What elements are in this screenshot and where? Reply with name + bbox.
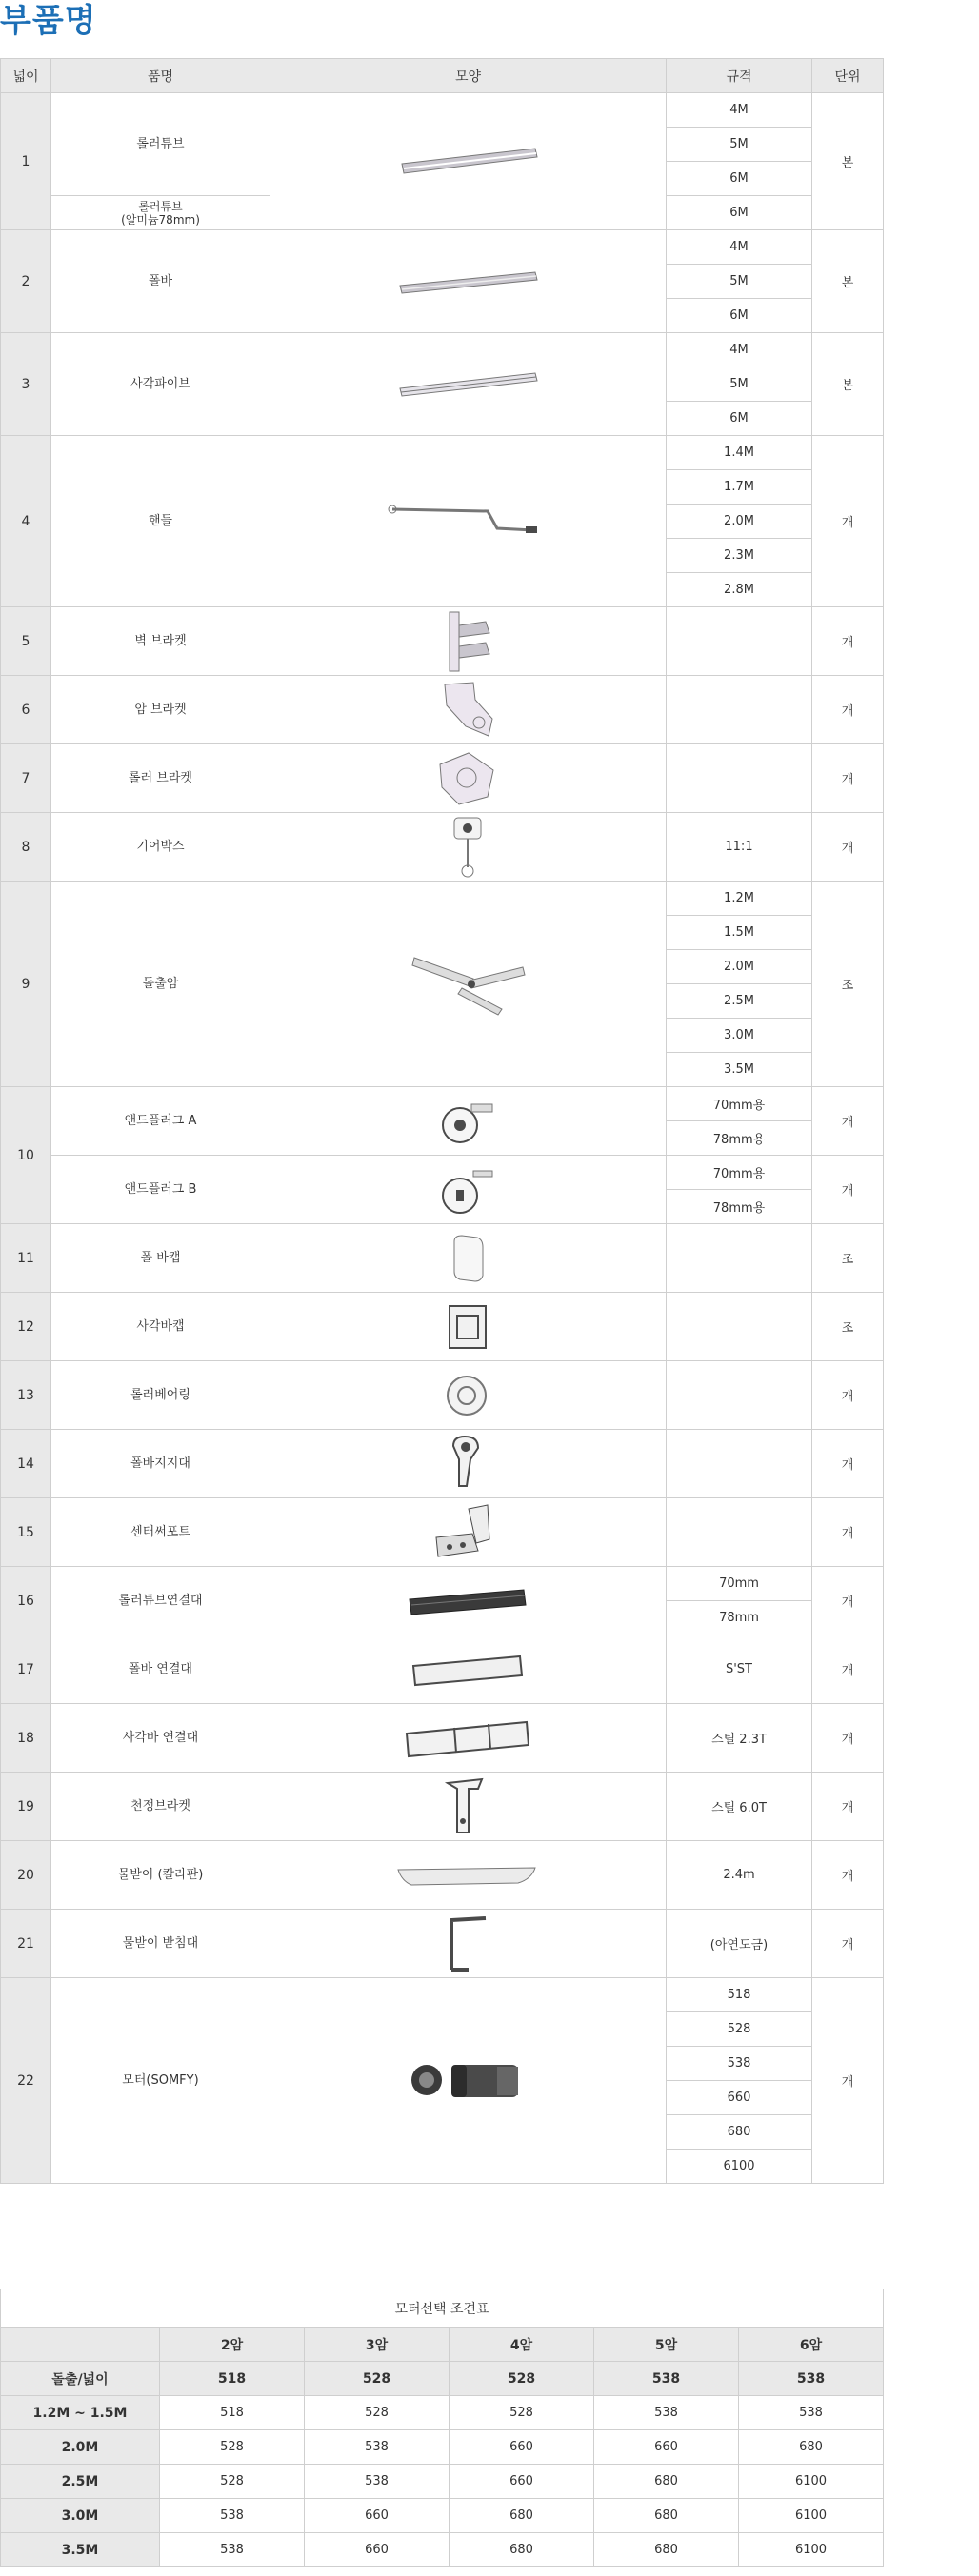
part-shape <box>270 1978 667 2184</box>
part-shape <box>270 230 667 333</box>
part-name: 천정브라켓 <box>51 1773 270 1841</box>
motor-row <box>1 2499 884 2533</box>
parts-row <box>1 436 884 470</box>
part-unit: 본 <box>812 333 884 436</box>
part-number: 20 <box>1 1841 51 1910</box>
motor-cell: 538 <box>739 2362 884 2396</box>
motor-row-label: 3.0M <box>1 2499 160 2533</box>
part-name: 롤러튜브 <box>51 93 270 196</box>
motor-row <box>1 2396 884 2430</box>
part-spec: 4M <box>667 333 812 367</box>
motor-column-header <box>1 2328 160 2362</box>
part-spec <box>667 1361 812 1430</box>
parts-row <box>1 813 884 882</box>
part-unit: 본 <box>812 230 884 333</box>
part-spec <box>667 744 812 813</box>
part-spec: 2.5M <box>667 984 812 1019</box>
part-spec <box>667 607 812 676</box>
part-unit: 개 <box>812 1910 884 1978</box>
square-bar-cap-icon <box>270 1298 666 1356</box>
part-spec <box>667 1430 812 1498</box>
motor-cell: 538 <box>305 2430 450 2465</box>
parts-row <box>1 1704 884 1773</box>
motor-cell: 518 <box>160 2396 305 2430</box>
part-number: 2 <box>1 230 51 333</box>
part-spec: 78mm용 <box>667 1121 812 1156</box>
part-spec: 518 <box>667 1978 812 2012</box>
parts-row <box>1 676 884 744</box>
part-unit: 본 <box>812 93 884 230</box>
motor-cell: 680 <box>594 2465 739 2499</box>
part-unit: 개 <box>812 1841 884 1910</box>
part-spec: 6M <box>667 162 812 196</box>
parts-row <box>1 607 884 676</box>
motor-cell: 538 <box>160 2499 305 2533</box>
part-number: 22 <box>1 1978 51 2184</box>
part-spec: 78mm <box>667 1601 812 1635</box>
rain-gutter-icon <box>270 1856 666 1894</box>
motor-cell: 660 <box>450 2430 594 2465</box>
part-name: 벽 브라켓 <box>51 607 270 676</box>
motor-row <box>1 2533 884 2567</box>
part-name: 앤드플러그 B <box>51 1156 270 1224</box>
roller-tube-connector-icon <box>270 1582 666 1620</box>
part-unit: 개 <box>812 1978 884 2184</box>
part-spec <box>667 1498 812 1567</box>
part-spec: 660 <box>667 2081 812 2115</box>
parts-row <box>1 1430 884 1498</box>
part-unit: 개 <box>812 676 884 744</box>
motor-column-header: 3암 <box>305 2328 450 2362</box>
part-shape <box>270 1841 667 1910</box>
part-unit: 개 <box>812 436 884 607</box>
part-unit: 조 <box>812 1224 884 1293</box>
projection-arm-icon <box>270 946 666 1022</box>
part-number: 11 <box>1 1224 51 1293</box>
motor-cell: 538 <box>305 2465 450 2499</box>
part-spec: 1.5M <box>667 916 812 950</box>
part-name: 물받이 (칼라판) <box>51 1841 270 1910</box>
part-spec: 4M <box>667 93 812 128</box>
pole-bar-support-icon <box>270 1431 666 1497</box>
motor-cell: 528 <box>450 2396 594 2430</box>
motor-cell: 680 <box>450 2533 594 2567</box>
parts-row <box>1 1841 884 1910</box>
part-name: 핸들 <box>51 436 270 607</box>
part-spec <box>667 1224 812 1293</box>
part-spec: 528 <box>667 2012 812 2047</box>
part-spec: 1.7M <box>667 470 812 505</box>
header-name: 품명 <box>51 59 270 93</box>
part-shape <box>270 1773 667 1841</box>
part-name-alt: 롤러튜브 (알미늄78mm) <box>51 196 270 230</box>
header-shape: 모양 <box>270 59 667 93</box>
part-spec: 2.8M <box>667 573 812 607</box>
part-shape <box>270 1567 667 1635</box>
part-shape <box>270 1087 667 1156</box>
part-name: 롤러튜브연결대 <box>51 1567 270 1635</box>
parts-row <box>1 230 884 265</box>
parts-row <box>1 1567 884 1601</box>
part-number: 7 <box>1 744 51 813</box>
part-unit: 개 <box>812 813 884 882</box>
part-name: 암 브라켓 <box>51 676 270 744</box>
motor-cell: 528 <box>450 2362 594 2396</box>
part-name: 모터(SOMFY) <box>51 1978 270 2184</box>
part-number: 8 <box>1 813 51 882</box>
part-name: 센터써포트 <box>51 1498 270 1567</box>
part-name: 돌출암 <box>51 882 270 1087</box>
motor-cell: 528 <box>160 2430 305 2465</box>
motor-subheader-row <box>1 2362 884 2396</box>
header-unit: 단위 <box>812 59 884 93</box>
parts-row <box>1 1087 884 1121</box>
part-unit: 개 <box>812 1498 884 1567</box>
motor-cell: 538 <box>160 2533 305 2567</box>
motor-cell: 660 <box>594 2430 739 2465</box>
motor-column-header: 5암 <box>594 2328 739 2362</box>
parts-row <box>1 1910 884 1978</box>
motor-cell: 538 <box>594 2362 739 2396</box>
part-number: 12 <box>1 1293 51 1361</box>
motor-cell: 680 <box>594 2499 739 2533</box>
part-shape <box>270 882 667 1087</box>
motor-cell: 518 <box>160 2362 305 2396</box>
part-spec: 4M <box>667 230 812 265</box>
motor-column-header: 6암 <box>739 2328 884 2362</box>
parts-row <box>1 1498 884 1567</box>
part-number: 3 <box>1 333 51 436</box>
part-spec: 6100 <box>667 2150 812 2184</box>
part-spec: 70mm용 <box>667 1087 812 1121</box>
motor-cell: 6100 <box>739 2465 884 2499</box>
part-shape <box>270 1910 667 1978</box>
part-number: 6 <box>1 676 51 744</box>
part-number: 21 <box>1 1910 51 1978</box>
motor-cell: 528 <box>305 2396 450 2430</box>
motor-row-label: 1.2M ~ 1.5M <box>1 2396 160 2430</box>
motor-cell: 660 <box>305 2499 450 2533</box>
part-number: 15 <box>1 1498 51 1567</box>
part-shape <box>270 607 667 676</box>
part-spec: 1.2M <box>667 882 812 916</box>
part-unit: 개 <box>812 1430 884 1498</box>
part-shape <box>270 744 667 813</box>
part-unit: 개 <box>812 1635 884 1704</box>
parts-row <box>1 1156 884 1190</box>
part-name: 앤드플러그 A <box>51 1087 270 1156</box>
parts-row <box>1 1773 884 1841</box>
part-spec: 2.3M <box>667 539 812 573</box>
motor-cell: 680 <box>450 2499 594 2533</box>
part-spec: 스틸 6.0T <box>667 1773 812 1841</box>
motor-cell: 538 <box>594 2396 739 2430</box>
part-shape <box>270 1224 667 1293</box>
part-number: 14 <box>1 1430 51 1498</box>
part-spec: S'ST <box>667 1635 812 1704</box>
ceiling-bracket-icon <box>270 1773 666 1840</box>
part-number: 5 <box>1 607 51 676</box>
part-name: 폴 바캡 <box>51 1224 270 1293</box>
page-title: 부품명 <box>0 2 97 40</box>
part-spec: 3.5M <box>667 1053 812 1087</box>
part-number: 16 <box>1 1567 51 1635</box>
motor-cell: 6100 <box>739 2499 884 2533</box>
part-unit: 조 <box>812 882 884 1087</box>
arm-bracket-icon <box>270 677 666 743</box>
part-shape <box>270 93 667 230</box>
part-shape <box>270 1361 667 1430</box>
part-name: 폴바 연결대 <box>51 1635 270 1704</box>
part-number: 9 <box>1 882 51 1087</box>
motor-table-title: 모터선택 조견표 <box>1 2289 884 2328</box>
part-number: 19 <box>1 1773 51 1841</box>
parts-row <box>1 1361 884 1430</box>
motor-cell: 6100 <box>739 2533 884 2567</box>
part-name: 물받이 받침대 <box>51 1910 270 1978</box>
part-unit: 개 <box>812 1156 884 1224</box>
part-shape <box>270 1498 667 1567</box>
part-shape <box>270 333 667 436</box>
square-pipe-icon <box>270 366 666 404</box>
parts-row <box>1 1293 884 1361</box>
pole-bar-icon <box>270 263 666 301</box>
motor-cell: 528 <box>305 2362 450 2396</box>
pole-bar-connector-icon <box>270 1649 666 1691</box>
pole-bar-cap-icon <box>270 1230 666 1287</box>
part-number: 18 <box>1 1704 51 1773</box>
motor-cell: 538 <box>739 2396 884 2430</box>
part-spec: 538 <box>667 2047 812 2081</box>
motor-row-label: 2.5M <box>1 2465 160 2499</box>
parts-table <box>0 58 884 2184</box>
part-unit: 조 <box>812 1293 884 1361</box>
part-name: 사각파이브 <box>51 333 270 436</box>
end-plug-b-icon <box>270 1161 666 1219</box>
part-unit: 개 <box>812 744 884 813</box>
parts-row <box>1 1224 884 1293</box>
motor-row-label: 2.0M <box>1 2430 160 2465</box>
part-unit: 개 <box>812 607 884 676</box>
parts-row <box>1 1978 884 2012</box>
part-spec: 11:1 <box>667 813 812 882</box>
motor-cell: 680 <box>739 2430 884 2465</box>
header-spec: 규격 <box>667 59 812 93</box>
roller-bearing-icon <box>270 1367 666 1424</box>
part-spec <box>667 676 812 744</box>
part-spec: 5M <box>667 265 812 299</box>
part-spec: 6M <box>667 402 812 436</box>
parts-row <box>1 93 884 128</box>
part-unit: 개 <box>812 1361 884 1430</box>
part-spec: 6M <box>667 299 812 333</box>
part-name: 사각바캡 <box>51 1293 270 1361</box>
part-spec: 5M <box>667 128 812 162</box>
part-unit: 개 <box>812 1087 884 1156</box>
end-plug-a-icon <box>270 1093 666 1150</box>
motor-row <box>1 2430 884 2465</box>
part-number: 10 <box>1 1087 51 1224</box>
part-spec: 2.4m <box>667 1841 812 1910</box>
part-shape <box>270 1704 667 1773</box>
part-name: 사각바 연결대 <box>51 1704 270 1773</box>
motor-header-row <box>1 2328 884 2362</box>
roller-bracket-icon <box>270 745 666 812</box>
part-shape <box>270 1430 667 1498</box>
part-name: 롤러 브라켓 <box>51 744 270 813</box>
part-name: 롤러베어링 <box>51 1361 270 1430</box>
part-name: 폴바지지대 <box>51 1430 270 1498</box>
part-spec: (아연도금) <box>667 1910 812 1978</box>
motor-row-label: 돌출/넓이 <box>1 2362 160 2396</box>
motor-row-label: 3.5M <box>1 2533 160 2567</box>
wall-bracket-icon <box>270 608 666 675</box>
part-shape <box>270 1635 667 1704</box>
center-support-icon <box>270 1499 666 1566</box>
part-number: 17 <box>1 1635 51 1704</box>
parts-header-row <box>1 59 884 93</box>
parts-row <box>1 744 884 813</box>
part-unit: 개 <box>812 1773 884 1841</box>
parts-row <box>1 1635 884 1704</box>
part-spec: 680 <box>667 2115 812 2150</box>
part-number: 1 <box>1 93 51 230</box>
motor-icon <box>270 2057 666 2105</box>
part-spec: 1.4M <box>667 436 812 470</box>
part-spec: 70mm <box>667 1567 812 1601</box>
part-unit: 개 <box>812 1704 884 1773</box>
gearbox-icon <box>270 814 666 881</box>
part-shape <box>270 813 667 882</box>
part-spec: 70mm용 <box>667 1156 812 1190</box>
part-spec: 2.0M <box>667 505 812 539</box>
roller-tube-icon <box>270 143 666 181</box>
motor-column-header: 2암 <box>160 2328 305 2362</box>
motor-cell: 660 <box>305 2533 450 2567</box>
motor-cell: 660 <box>450 2465 594 2499</box>
part-shape <box>270 1293 667 1361</box>
gutter-support-icon <box>270 1911 666 1977</box>
header-no: 넓이 <box>1 59 51 93</box>
parts-row <box>1 882 884 916</box>
part-spec: 2.0M <box>667 950 812 984</box>
crank-handle-icon <box>270 498 666 545</box>
part-spec <box>667 1293 812 1361</box>
parts-row <box>1 333 884 367</box>
part-spec: 스틸 2.3T <box>667 1704 812 1773</box>
part-name: 폴바 <box>51 230 270 333</box>
part-spec: 78mm용 <box>667 1190 812 1224</box>
motor-cell: 680 <box>594 2533 739 2567</box>
part-unit: 개 <box>812 1567 884 1635</box>
motor-row <box>1 2465 884 2499</box>
part-spec: 5M <box>667 367 812 402</box>
motor-column-header: 4암 <box>450 2328 594 2362</box>
square-bar-connector-icon <box>270 1714 666 1762</box>
part-number: 13 <box>1 1361 51 1430</box>
motor-selection-table <box>0 2289 884 2567</box>
part-shape <box>270 1156 667 1224</box>
part-shape <box>270 676 667 744</box>
motor-cell: 528 <box>160 2465 305 2499</box>
part-shape <box>270 436 667 607</box>
part-spec: 3.0M <box>667 1019 812 1053</box>
part-name: 기어박스 <box>51 813 270 882</box>
part-number: 4 <box>1 436 51 607</box>
part-spec: 6M <box>667 196 812 230</box>
